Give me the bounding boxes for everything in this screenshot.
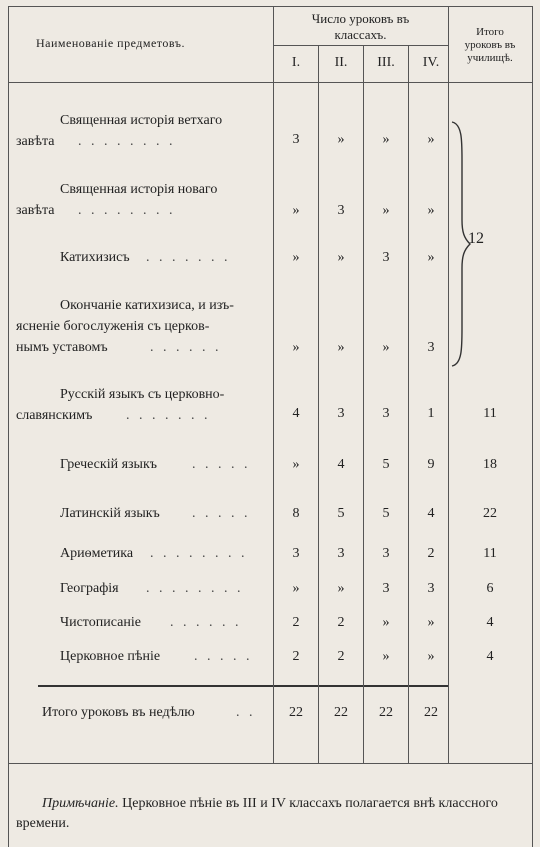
lesson-count: 2 [292, 615, 300, 630]
lesson-count: 3 [427, 581, 435, 596]
lesson-count: » [292, 581, 300, 596]
lesson-count: » [382, 615, 390, 630]
subject-total: 18 [483, 457, 497, 472]
lessons-group-header-line-1: Число уроковъ въ [311, 11, 410, 26]
lesson-count: 2 [292, 649, 300, 664]
subject-name: Греческій языкъ [60, 457, 157, 472]
lesson-count: » [382, 203, 390, 218]
lesson-count: » [292, 457, 300, 472]
lesson-count: 5 [382, 457, 390, 472]
header-bottom-border [8, 82, 532, 83]
leader-dots: . . . . . . . . [146, 581, 244, 596]
leader-dots: . . . . . . [150, 340, 222, 355]
table-bottom-border [8, 763, 532, 764]
lesson-count: » [382, 132, 390, 147]
lesson-count: 3 [382, 581, 390, 596]
subject-name: Ариѳметика [60, 546, 134, 561]
lesson-count: 3 [292, 132, 300, 147]
subject-total: 22 [483, 506, 497, 521]
total-column-header-line-2: уроковъ въ [464, 39, 516, 51]
lesson-count: » [337, 581, 345, 596]
subject-name: славянскимъ [16, 408, 93, 423]
footnote-lead: Примѣчаніе. [42, 796, 119, 811]
lesson-count: » [337, 132, 345, 147]
class-2-divider [363, 45, 364, 763]
lesson-count: 3 [382, 546, 390, 561]
leader-dots: . . . . . [194, 649, 253, 664]
subject-name: ясненіе богослуженія съ церков- [16, 319, 210, 334]
subject-name: Церковное пѣніе [60, 649, 161, 664]
total-column-header-line-3: училищѣ. [467, 52, 513, 64]
leader-dots: . . [236, 705, 256, 720]
lesson-count: 4 [427, 506, 435, 521]
table-right-border [532, 6, 533, 847]
weekly-total-value: 22 [379, 705, 393, 720]
subjects-column-divider [273, 6, 274, 763]
leader-dots: . . . . . . . . [78, 134, 176, 149]
lesson-count: 3 [337, 546, 345, 561]
subject-name: завѣта [16, 203, 55, 218]
subject-total: 4 [486, 649, 494, 664]
lesson-count: 2 [427, 546, 435, 561]
weekly-total-value: 22 [424, 705, 438, 720]
weekly-total-value: 22 [334, 705, 348, 720]
lesson-count: » [382, 340, 390, 355]
lesson-count: » [427, 250, 435, 265]
lesson-count: 4 [292, 406, 300, 421]
class-4-header: IV. [422, 55, 440, 70]
subject-name: Катихизисъ [60, 250, 130, 265]
lesson-count: 3 [337, 203, 345, 218]
lesson-count: 9 [427, 457, 435, 472]
subject-name: Чистописаніе [60, 615, 141, 630]
lesson-count: 3 [427, 340, 435, 355]
class-1-divider [318, 45, 319, 763]
footnote-text: Церковное пѣніе въ III и IV классахъ полагается внѣ классного времени. [16, 796, 498, 831]
weekly-total-label: Итого уроковъ въ недѣлю [42, 705, 195, 720]
table-top-border [8, 6, 532, 7]
subject-name: нымъ уставомъ [16, 340, 108, 355]
lesson-count: » [427, 203, 435, 218]
lessons-group-header-line-2: классахъ. [334, 27, 387, 42]
subject-name: Священная исторія ветхаго [60, 113, 223, 128]
lesson-count: » [427, 615, 435, 630]
table-left-border [8, 6, 9, 847]
lesson-count: » [427, 649, 435, 664]
lesson-count: 2 [337, 615, 345, 630]
lesson-count: » [292, 203, 300, 218]
lesson-count: 1 [427, 406, 435, 421]
lesson-count: » [382, 649, 390, 664]
lesson-count: 3 [382, 250, 390, 265]
lesson-count: 3 [292, 546, 300, 561]
lesson-count: » [292, 340, 300, 355]
class-2-header: II. [334, 55, 348, 70]
subject-name: Священная исторія новаго [60, 182, 218, 197]
subject-name: завѣта [16, 134, 55, 149]
subject-name: Русскій языкъ съ церковно- [60, 387, 225, 402]
leader-dots: . . . . . . [170, 615, 242, 630]
lesson-count: 2 [337, 649, 345, 664]
lesson-count: 5 [382, 506, 390, 521]
leader-dots: . . . . . . . . [150, 546, 248, 561]
subject-name: Латинскій языкъ [60, 506, 160, 521]
class-header-divider [273, 45, 448, 46]
leader-dots: . . . . . [192, 506, 251, 521]
class-3-divider [408, 45, 409, 763]
lesson-count: 5 [337, 506, 345, 521]
weekly-total-value: 22 [289, 705, 303, 720]
lesson-count: 4 [337, 457, 345, 472]
total-column-header-line-1: Итого [476, 26, 504, 38]
lesson-count: » [292, 250, 300, 265]
footnote [16, 794, 526, 834]
lesson-count: 3 [382, 406, 390, 421]
lesson-count: » [427, 132, 435, 147]
subject-total: 4 [486, 615, 494, 630]
subjects-column-header: Наименованіе предметовъ. [36, 36, 185, 50]
class-1-header: I. [291, 55, 301, 70]
subject-total: 11 [483, 546, 497, 561]
leader-dots: . . . . . . . [146, 250, 231, 265]
leader-dots: . . . . . [192, 457, 251, 472]
lesson-count: 3 [337, 406, 345, 421]
subject-name: Географія [60, 581, 119, 596]
lesson-count: 8 [292, 506, 300, 521]
subject-total: 6 [486, 581, 494, 596]
leader-dots: . . . . . . . [126, 408, 211, 423]
group-total: 12 [468, 230, 484, 247]
lesson-count: » [337, 340, 345, 355]
lesson-count: » [337, 250, 345, 265]
subject-name: Окончаніе катихизиса, и изъ- [60, 298, 234, 313]
class-3-header: III. [377, 55, 395, 70]
subject-total: 11 [483, 406, 497, 421]
leader-dots: . . . . . . . . [78, 203, 176, 218]
total-separator [38, 685, 448, 687]
